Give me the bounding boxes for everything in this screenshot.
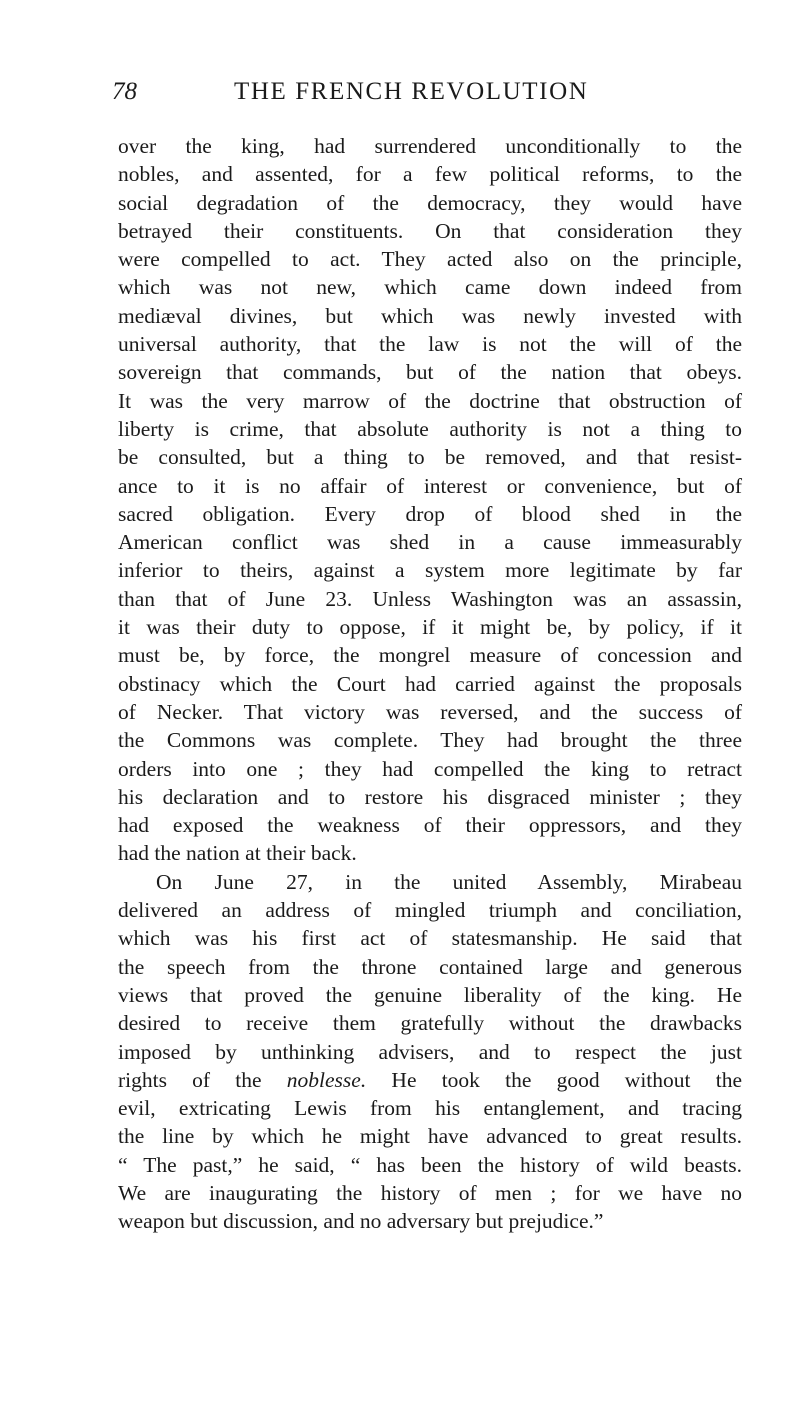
line-text: must be, by force, the mongrel measure of concession and xyxy=(118,643,742,668)
line-text: “ The past,” he said, “ has been the history of wild beasts. xyxy=(118,1152,742,1177)
text-line xyxy=(118,839,742,867)
line-text: desired to receive them gratefully without the drawbacks xyxy=(118,1011,742,1036)
text-line xyxy=(118,273,742,301)
line-text: On June 27, in the united Assembly, Mirabeau xyxy=(156,869,742,894)
text-line xyxy=(118,1094,742,1122)
text-line xyxy=(118,924,742,952)
text-line xyxy=(118,1122,742,1150)
line-text: had exposed the weakness of their oppressors, and they xyxy=(118,813,742,838)
text-line xyxy=(118,670,742,698)
text-line xyxy=(118,415,742,443)
line-text: had the nation at their back. xyxy=(118,841,357,866)
line-text: be consulted, but a thing to be removed, and that resist- xyxy=(118,445,742,470)
text-line xyxy=(118,330,742,358)
line-text: views that proved the genuine liberality of the king. He xyxy=(118,982,742,1007)
text-line xyxy=(118,132,742,160)
text-line xyxy=(118,387,742,415)
line-text: inferior to theirs, against a system more legitimate by far xyxy=(118,558,742,583)
line-text: obstinacy which the Court had carried against the proposals xyxy=(118,671,742,696)
line-text: weapon but discussion, and no adversary but prejudice.” xyxy=(118,1209,604,1234)
line-text: delivered an address of mingled triumph and conciliation, xyxy=(118,898,742,923)
line-text: his declaration and to restore his disgraced minister ; they xyxy=(118,784,742,809)
page-header xyxy=(112,78,742,112)
line-text: orders into one ; they had compelled the king to retract xyxy=(118,756,742,781)
text-line xyxy=(118,698,742,726)
line-text: nobles, and assented, for a few political reforms, to the xyxy=(118,162,742,187)
text-line xyxy=(118,811,742,839)
line-text: universal authority, that the law is not the will of the xyxy=(118,332,742,357)
line-text: sovereign that commands, but of the nation that obeys. xyxy=(118,360,742,385)
line-text: over the king, had surrendered unconditionally to the xyxy=(118,134,742,158)
text-line xyxy=(118,641,742,669)
text-line xyxy=(118,868,742,896)
line-text: sacred obligation. Every drop of blood shed in the xyxy=(118,501,742,526)
line-text: ance to it is no affair of interest or convenience, but of xyxy=(118,473,742,498)
line-text: which was not new, which came down indeed from xyxy=(118,275,742,300)
line-text: were compelled to act. They acted also on the principle, xyxy=(118,247,742,272)
text-line xyxy=(118,1038,742,1066)
line-text: American conflict was shed in a cause immeasurably xyxy=(118,530,742,555)
text-line xyxy=(118,981,742,1009)
text-line xyxy=(118,896,742,924)
italic-word: noblesse. xyxy=(286,1067,367,1092)
line-text: betrayed their constituents. On that consideration they xyxy=(118,218,742,243)
text-line xyxy=(118,472,742,500)
line-text: We are inaugurating the history of men ; for we have no xyxy=(118,1180,742,1205)
text-line xyxy=(118,755,742,783)
text-line xyxy=(118,443,742,471)
page-number: 78 xyxy=(112,78,137,105)
text-line xyxy=(118,585,742,613)
text-line xyxy=(118,358,742,386)
text-line xyxy=(118,160,742,188)
text-line xyxy=(118,556,742,584)
text-line xyxy=(118,1009,742,1037)
text-line xyxy=(118,726,742,754)
line-text: of Necker. That victory was reversed, and the success of xyxy=(118,699,742,724)
line-text: than that of June 23. Unless Washington was an assassin, xyxy=(118,586,742,611)
line-text: mediæval divines, but which was newly invested with xyxy=(118,303,742,328)
line-text: which was his first act of statesmanship. He said that xyxy=(118,926,742,951)
line-text: liberty is crime, that absolute authority is not a thing to xyxy=(118,416,742,441)
text-line xyxy=(118,1151,742,1179)
line-text-continued: He took the good without the xyxy=(366,1067,742,1092)
text-line xyxy=(118,217,742,245)
line-text: it was their duty to oppose, if it might be, by policy, if it xyxy=(118,615,742,640)
text-line xyxy=(118,1066,742,1094)
line-text: the Commons was complete. They had brought the three xyxy=(118,728,742,753)
line-text: It was the very marrow of the doctrine that obstruction of xyxy=(118,388,742,413)
text-line xyxy=(118,613,742,641)
text-line xyxy=(118,189,742,217)
running-title: THE FRENCH REVOLUTION xyxy=(234,78,589,105)
line-text: social degradation of the democracy, they would have xyxy=(118,190,742,215)
text-line xyxy=(118,245,742,273)
line-text: rights of the xyxy=(118,1067,287,1092)
line-text: evil, extricating Lewis from his entanglement, and tracing xyxy=(118,1096,742,1121)
text-line xyxy=(118,1207,742,1235)
line-text: the speech from the throne contained large and generous xyxy=(118,954,742,979)
line-text: imposed by unthinking advisers, and to respect the just xyxy=(118,1039,742,1064)
line-text: the line by which he might have advanced to great results. xyxy=(118,1124,742,1149)
text-line xyxy=(118,1179,742,1207)
text-line xyxy=(118,783,742,811)
text-line xyxy=(118,500,742,528)
text-line xyxy=(118,953,742,981)
paragraph xyxy=(118,132,742,868)
body-text xyxy=(118,132,742,1236)
text-line xyxy=(118,528,742,556)
text-line xyxy=(118,302,742,330)
paragraph xyxy=(118,868,742,1236)
